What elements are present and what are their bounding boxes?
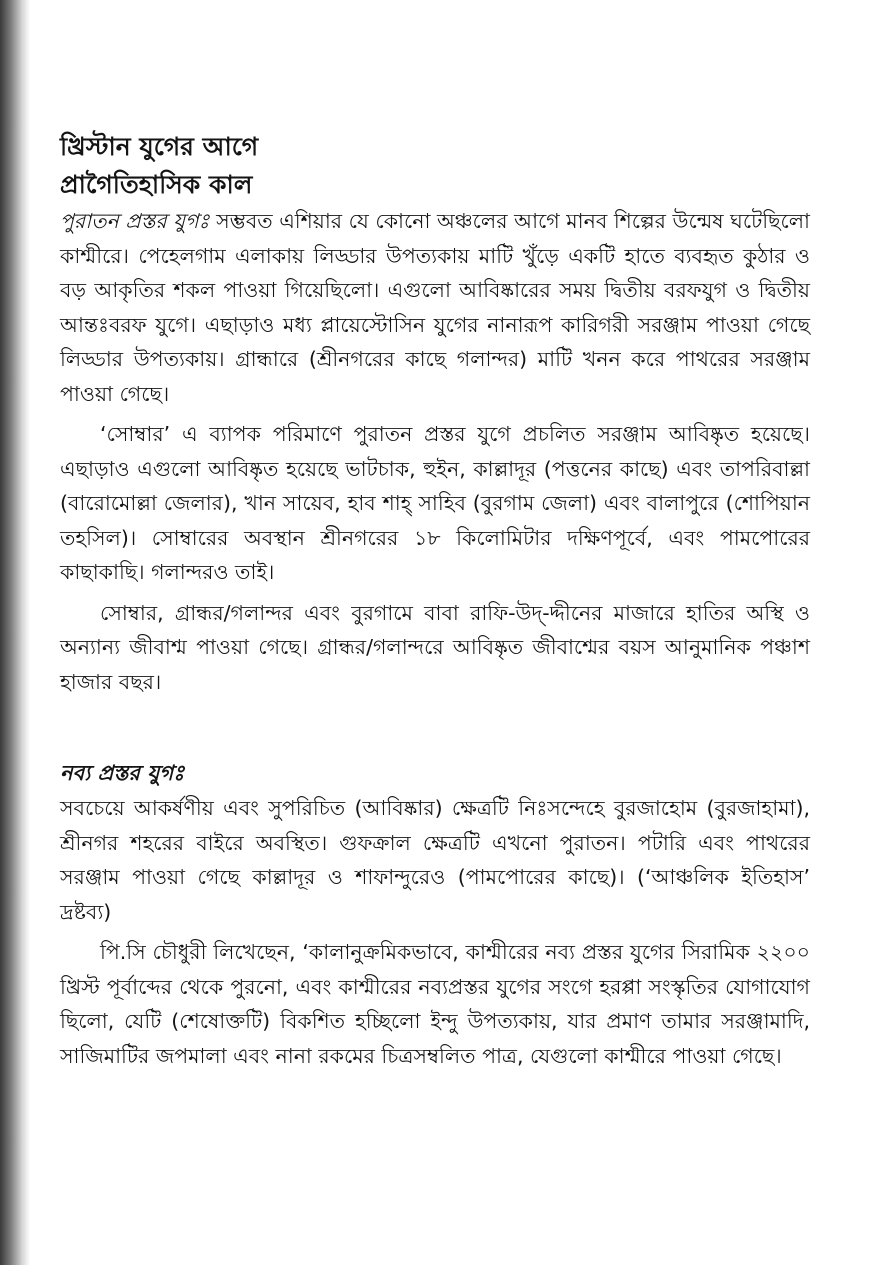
neolithic-paragraph-1: সবচেয়ে আকর্ষণীয় এবং সুপরিচিত (আবিষ্কার) ক্ষেত্রটি নিঃসন্দেহে বুরজাহোম (বুরজাহামা), শ্রীনগর শহরের বাইরে অবস্থিত। গুফক্রাল ক্ষেত্রটি এখনো পুরাতন। পটারি এবং পাথরের সরঞ্জাম পাওয়া গেছে কাল্লাদূর ও শাফান্দুরেও (পামপোরের কাছে)। (‘আঞ্চলিক ইতিহাস’ দ্রষ্টব্য)	[60, 796, 810, 924]
paleolithic-paragraph-2: ‘সোম্বার’ এ ব্যাপক পরিমাণে পুরাতন প্রস্তর যুগে প্রচলিত সরঞ্জাম আবিষ্কৃত হয়েছে। এছাড়াও এগুলো আবিষ্কৃত হয়েছে ভাটচাক, হুইন, কাল্লাদূর (পত্তনের কাছে) এবং তাপরিবাল্লা (বারোমোল্লা জেলার), খান সায়েব, হাব শাহ্ সাহিব (বুরগাম জেলা) এবং বালাপুরে (শোপিয়ান তহসিল)। সোম্বারের অবস্থান শ্রীনগরের ১৮ কিলোমিটার দক্ষিণপূর্বে, এবং পামপোরের কাছাকাছি। গলান্দরও তাই।	[60, 422, 810, 584]
paleolithic-text-1: সম্ভবত এশিয়ার যে কোনো অঞ্চলের আগে মানব শিল্পের উন্মেষ ঘটেছিলো কাশ্মীরে। পেহেলগাম এলাকায় লিড্ডার উপত্যকায় মাটি খুঁড়ে একটি হাতে ব্যবহৃত কুঠার ও বড় আকৃতির শকল পাওয়া গিয়েছিলো। এগুলো আবিষ্কারের সময় দ্বিতীয় বরফযুগ ও দ্বিতীয় আন্তঃবরফ যুগে। এছাড়াও মধ্য প্লায়েস্টোসিন যুগের নানারূপ কারিগরী সরঞ্জাম পাওয়া গেছে লিড্ডার উপত্যকায়। গ্রান্ধারে (শ্রীনগরের কাছে গলান্দর) মাটি খনন করে পাথরের সরঞ্জাম পাওয়া গেছে।	[60, 209, 810, 406]
neolithic-heading: নব্য প্রস্তর যুগঃ	[60, 761, 185, 785]
paleolithic-paragraph-3: সোম্বার, গ্রান্ধর/গলান্দর এবং বুরগামে বাবা রাফি-উদ্-দ্দীনের মাজারে হাতির অস্থি ও অন্যান্য জীবাশ্ম পাওয়া গেছে। গ্রান্ধর/গলান্দরে আবিষ্কৃত জীবাশ্মের বয়স আনুমানিক পঞ্চাশ হাজার বছর।	[60, 600, 810, 694]
paleolithic-paragraph-1	[60, 204, 810, 411]
page-content	[60, 128, 810, 1073]
section-title: খ্রিস্টান যুগের আগে	[60, 132, 259, 161]
paleolithic-lead: পুরাতন প্রস্তর যুগঃ	[60, 209, 210, 233]
page-binding-edge	[0, 0, 30, 1265]
subsection-title: প্রাগৈতিহাসিক কাল	[60, 170, 253, 199]
neolithic-paragraph-2: পি.সি চৌধুরী লিখেছেন, ‘কালানুক্রমিকভাবে, কাশ্মীরের নব্য প্রস্তর যুগের সিরামিক ২২০০ খ্রিস্ট পূর্বাব্দের থেকে পুরনো, এবং কাশ্মীরের নব্যপ্রস্তর যুগের সংগে হরপ্পা সংস্কৃতির যোগাযোগ ছিলো, যেটি (শেষোক্তটি) বিকশিত হচ্ছিলো ইন্দু উপত্যকায়, যার প্রমাণ তামার সরঞ্জামাদি, সাজিমাটির জপমালা এবং নানা রকমের চিত্রসম্বলিত পাত্র, যেগুলো কাশ্মীরে পাওয়া গেছে।	[60, 940, 810, 1068]
